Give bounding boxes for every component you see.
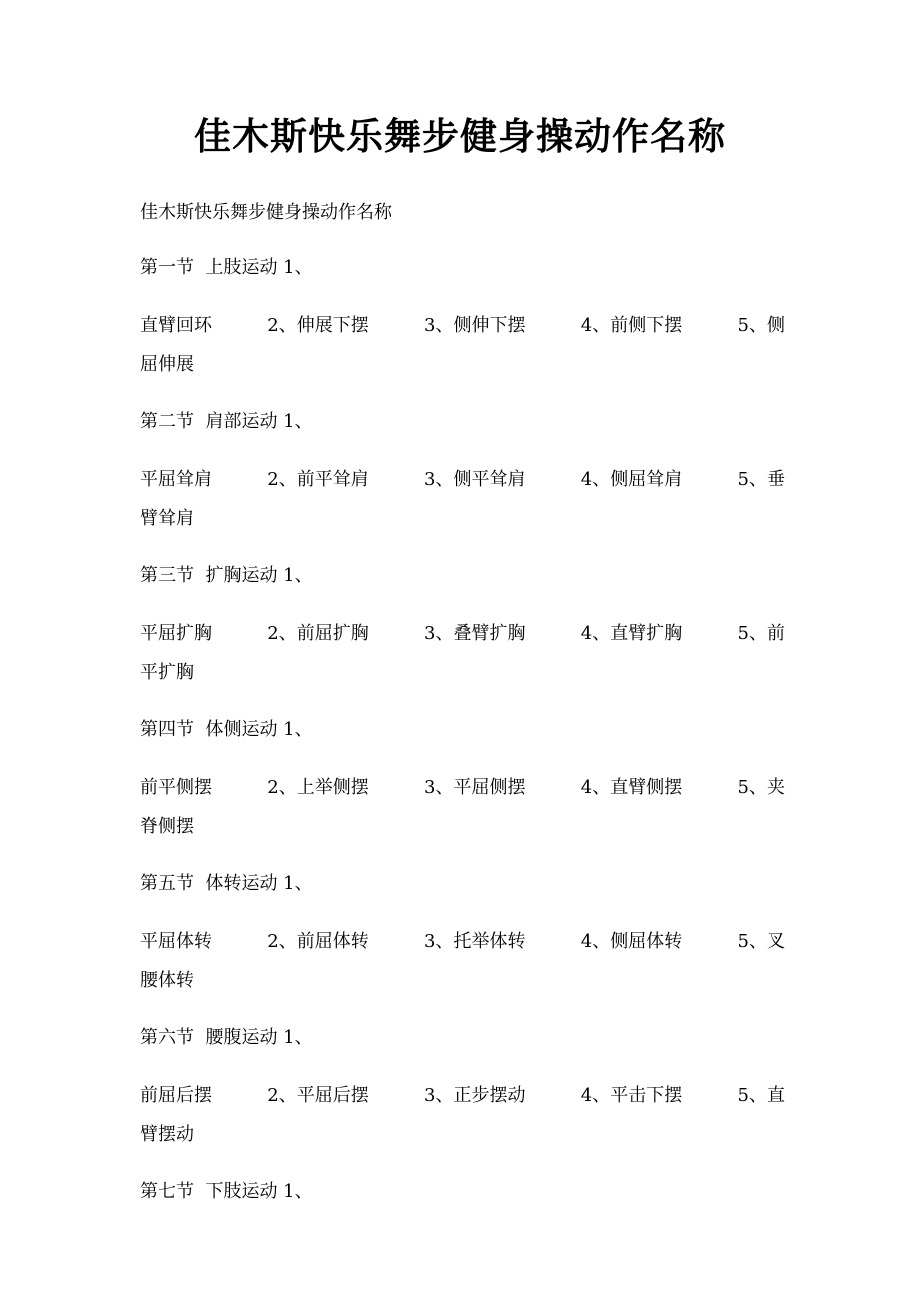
move-item: 2、前屈体转 bbox=[267, 931, 369, 952]
move-item: 5、直 bbox=[737, 1085, 785, 1106]
move-item: 直臂回环 bbox=[140, 315, 212, 336]
moves-continuation: 臂摆动 bbox=[140, 1124, 194, 1145]
move-item: 4、前侧下摆 bbox=[580, 315, 683, 336]
section-heading-4: 第四节 体侧运动 1、 bbox=[140, 719, 313, 740]
section-heading-7: 第七节 下肢运动 1、 bbox=[140, 1181, 313, 1202]
moves-row bbox=[140, 1076, 785, 1115]
section-heading-1: 第一节 上肢运动 1、 bbox=[140, 257, 313, 278]
move-item: 平屈扩胸 bbox=[140, 623, 212, 644]
moves-row bbox=[140, 460, 785, 499]
move-item: 前屈后摆 bbox=[140, 1085, 212, 1106]
section-heading-2: 第二节 肩部运动 1、 bbox=[140, 411, 313, 432]
move-item: 3、侧伸下摆 bbox=[424, 315, 526, 336]
document-title: 佳木斯快乐舞步健身操动作名称 bbox=[194, 114, 726, 158]
move-item: 4、直臂扩胸 bbox=[580, 623, 683, 644]
moves-continuation: 臂耸肩 bbox=[140, 508, 194, 529]
section-moves-5 bbox=[140, 922, 785, 1000]
moves-row bbox=[140, 922, 785, 961]
move-item: 2、前屈扩胸 bbox=[267, 623, 369, 644]
move-item: 4、平击下摆 bbox=[580, 1085, 683, 1106]
section-heading-3: 第三节 扩胸运动 1、 bbox=[140, 565, 313, 586]
move-item: 5、前 bbox=[737, 623, 785, 644]
move-item: 2、伸展下摆 bbox=[267, 315, 369, 336]
move-item: 5、叉 bbox=[737, 931, 785, 952]
section-moves-3 bbox=[140, 614, 785, 692]
move-item: 2、上举侧摆 bbox=[267, 777, 369, 798]
move-item: 平屈耸肩 bbox=[140, 469, 212, 490]
moves-row bbox=[140, 768, 785, 807]
move-item: 5、垂 bbox=[737, 469, 785, 490]
moves-continuation: 屈伸展 bbox=[140, 354, 194, 375]
move-item: 平屈体转 bbox=[140, 931, 212, 952]
section-moves-1 bbox=[140, 306, 785, 384]
moves-row bbox=[140, 306, 785, 345]
moves-row bbox=[140, 614, 785, 653]
document-subtitle: 佳木斯快乐舞步健身操动作名称 bbox=[140, 202, 392, 223]
section-moves-6 bbox=[140, 1076, 785, 1154]
move-item: 2、平屈后摆 bbox=[267, 1085, 369, 1106]
moves-continuation: 脊侧摆 bbox=[140, 816, 194, 837]
move-item: 前平侧摆 bbox=[140, 777, 212, 798]
section-heading-5: 第五节 体转运动 1、 bbox=[140, 873, 313, 894]
moves-continuation: 平扩胸 bbox=[140, 662, 194, 683]
moves-continuation: 腰体转 bbox=[140, 970, 194, 991]
move-item: 3、侧平耸肩 bbox=[424, 469, 526, 490]
move-item: 4、侧屈体转 bbox=[580, 931, 683, 952]
section-heading-6: 第六节 腰腹运动 1、 bbox=[140, 1027, 313, 1048]
section-moves-4 bbox=[140, 768, 785, 846]
move-item: 5、夹 bbox=[737, 777, 785, 798]
move-item: 3、平屈侧摆 bbox=[424, 777, 526, 798]
move-item: 5、侧 bbox=[737, 315, 785, 336]
section-moves-2 bbox=[140, 460, 785, 538]
document-body bbox=[140, 196, 785, 1230]
move-item: 4、侧屈耸肩 bbox=[580, 469, 683, 490]
move-item: 3、托举体转 bbox=[424, 931, 526, 952]
move-item: 2、前平耸肩 bbox=[267, 469, 369, 490]
move-item: 3、叠臂扩胸 bbox=[424, 623, 526, 644]
move-item: 3、正步摆动 bbox=[424, 1085, 526, 1106]
move-item: 4、直臂侧摆 bbox=[580, 777, 683, 798]
